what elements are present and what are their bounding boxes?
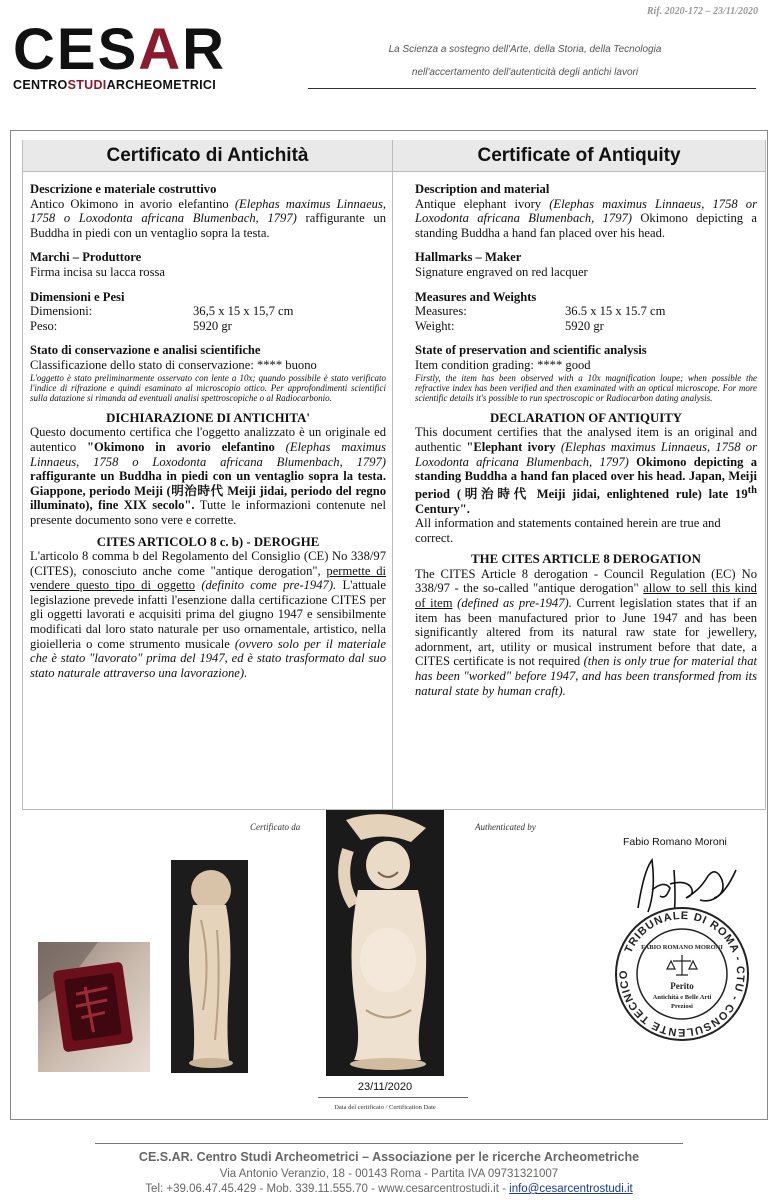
text-run: This document certifies that the analysed item is an original and authentic [415,425,757,454]
weight-value: 5920 gr [193,318,232,333]
title-italian: Certificato di Antichità [23,140,392,172]
certified-by-caption: Certificato da [250,822,301,832]
logo-sub-part: ARCHEOMETRICI [106,78,217,92]
declaration-heading: DECLARATION OF ANTIQUITY [490,410,682,425]
declaration-text [30,425,386,527]
official-stamp [613,905,751,1043]
authenticated-by-caption: Authenticated by [475,822,536,832]
title-english: Certificate of Antiquity [393,140,765,172]
tagline-1: La Scienza a sostegno dell'Arte, della Storia, della Tecnologia [388,44,662,55]
text-run: raffigurante un Buddha in piedi con un ventaglio sopra la testa. [30,211,386,240]
italian-column [30,182,386,680]
weight-row [30,319,386,334]
text-run-italic: (defined as pre-1947). [452,596,572,611]
text-run-underline: permette di vendere questo tipo di oggetto [30,563,386,593]
marks-text: Firma incisa su lacca rossa [30,264,165,279]
text-run-bold: "Okimono in avorio elefantino [86,439,275,454]
text-run: L'attuale legislazione prevede infatti l'esenzione dalla certificazione CITES per gli oggetti lavorati e acquisiti prima del giugno 1947 e sensibilmente modificati dal loro stato naturale per uso ornamentale, artistico, nella gioielleria o come strumento musicale [30,578,386,651]
stamp-field: Antichità e Belle Arti [652,994,712,1001]
red-lacquer-signature-photo [38,942,150,1072]
state-grading: Item condition grading: **** good [415,357,591,372]
section-heading-dimensions: Measures and Weights [415,289,537,304]
text-run-italic: (Elephas maximus Linnaeus, 1758 or Loxodonta africana Blumenbach, 1797) [415,439,757,469]
signer-name: Fabio Romano Moroni [623,836,727,848]
logo-part: CES [13,17,139,82]
logo-sub-part: CENTRO [13,78,68,92]
state-note: L'oggetto è stato preliminarmente osservato con lente a 10x; quando possibile è stato verificato l'indice di rifrazione e quindi esaminato al microscopio ottico. Per approfondimenti scientifici sulla datazione si rimanda ad eventuali analisi spettroscopiche o al Radiocarbonio. [30,372,386,404]
text-run: Century". [415,501,470,516]
dimensions-row [415,304,757,319]
okimono-side-view-photo [171,860,248,1073]
weight-row [415,319,757,334]
text-run: Antico Okimono in avorio elefantino [30,196,235,211]
state-note: Firstly, the item has been observed with a 10x magnification loupe; when possible the refractive index has been verified and then examinated with an optical microscope. For more scientific details it's possible to run spectroscopic or Radiocarbon dating analysis. [415,372,757,404]
text-run: The CITES Article 8 derogation - Council Regulation (EC) No 338/97 - the so-called "antique derogation" [415,566,757,596]
english-column [415,182,757,698]
footer-contacts [0,1183,778,1195]
text-run-bold: raffigurante un Buddha in piedi con un ventaglio sopra la testa. Giappone, periodo Meiji (明治時代 Meiji jidai, periodo del regno illuminato), fine XIX secolo". [30,469,386,513]
section-heading-marks: Hallmarks – Maker [415,250,522,265]
text-run-underline: allow to sell this kind of item [415,581,757,611]
date-caption: Data del certificato / Certification Date [334,1104,436,1111]
stamp-field-2: Preziosi [671,1003,693,1010]
cesar-logo [13,17,227,92]
marks-text: Signature engraved on red lacquer [415,264,588,279]
logo-wordmark [13,17,227,82]
tagline-2: nell'accertamento dell'autenticità degli antichi lavori [411,67,639,78]
text-run-italic: (Elephas maximus Linnaeus, 1758 o Loxodonta africana Blumenbach, 1797) [30,439,386,469]
text-run-italic: (definito come pre-1947). [195,578,337,593]
cites-heading: CITES ARTICOLO 8 c. b) - DEROGHE [96,534,320,549]
declaration-text [415,425,757,516]
footer-divider [95,1143,683,1144]
stamp-role: Perito [670,981,694,991]
section-heading-marks: Marchi – Produttore [30,250,142,265]
section-heading-state: Stato di conservazione e analisi scientifiche [30,343,261,358]
text-run: Antique elephant ivory [415,196,550,211]
description-text [30,197,386,241]
text-run-italic: (then is only true for material that has been "worked" before 1947, and has been transformed from its natural state by human craft). [415,654,757,698]
logo-accent: A [138,17,183,82]
footer-contacts-text: Tel: +39.06.47.45.429 - Mob. 339.11.555.70 - www.cesarcentrostudi.it - [145,1183,510,1195]
weight-label: Peso: [30,318,58,333]
stamp-name: FABIO ROMANO MORONI [641,944,723,951]
certification-date: 23/11/2020 [357,1081,413,1093]
dimensions-value: 36.5 x 15 x 15.7 cm [565,304,666,319]
text-run: Tutte le informazioni contenute nel presente documento sono vere e corrette. [30,498,387,527]
section-heading-description: Descrizione e materiale costruttivo [30,182,217,196]
logo-part: R [182,17,227,82]
dimensions-row [30,304,386,319]
section-heading-dimensions: Dimensioni e Pesi [30,289,125,304]
date-line [318,1097,468,1098]
dimensions-label: Dimensioni: [30,304,93,319]
cites-text [30,549,386,680]
stamp-ring-text: TRIBUNALE DI ROMA - CTU - CONSULENTE TECNICO [617,909,747,1039]
footer-organization: CE.S.AR. Centro Studi Archeometrici – Associazione per le ricerche Archeometriche [138,1150,640,1164]
state-grading: Classificazione dello stato di conservazione: **** buono [30,357,317,372]
text-run: L'articolo 8 comma b del Regolamento del Consiglio (CE) No 338/97 (CITES), conosciuto anche come "antique derogation", [30,549,386,578]
cites-heading: THE CITES ARTICLE 8 DEROGATION [471,552,701,567]
cites-text [415,567,757,698]
weight-value: 5920 gr [565,318,604,333]
header-divider [308,88,756,89]
text-run-italic: (Elephas maximus Linnaeus, 1758 or Loxodonta africana Blumenbach, 1797) [415,196,757,226]
logo-sub-accent: STUDI [67,78,107,92]
section-heading-description: Description and material [415,182,550,196]
footer-address: Via Antonio Veranzio, 18 - 00143 Roma - Partita IVA 09731321007 [219,1168,559,1180]
column-divider [392,140,393,810]
weight-label: Weight: [415,318,455,333]
text-run-italic: (Elephas maximus Linnaeus, 1758 o Loxodonta africana Blumenbach, 1797) [30,196,386,226]
declaration-heading: DICHIARAZIONE DI ANTICHITA' [106,410,310,425]
dimensions-value: 36,5 x 15 x 15,7 cm [193,304,294,319]
declaration-true: All information and statements contained herein are true and correct. [415,516,721,545]
footer-email-link[interactable]: info@cesarcentrostudi.it [509,1183,633,1195]
logo-subtitle [13,78,226,92]
text-run: Okimono depicting a standing Buddha a hand fan placed over his head. Japan, Meiji period (明治時代 Meiji jidai, enlightened rule) late 19 [415,454,757,501]
dimensions-label: Measures: [415,304,467,319]
reference-number: Rif. 2020-172 – 23/11/2020 [646,6,758,17]
okimono-front-view-photo [326,810,444,1076]
text-run: Current legislation states that if an item has been manufactured prior to June 1947 and has been significantly altered from its natural raw state for jewellery, adornment, art, utility or musical instrument before that date, a CITES certificate is not required [415,596,757,669]
text-run: Okimono depicting a standing Buddha a hand fan placed over his head. [415,211,757,240]
text-run: Questo documento certifica che l'oggetto analizzato è un originale ed autentico [30,425,386,454]
section-heading-state: State of preservation and scientific analysis [415,343,647,358]
superscript: th [747,484,757,496]
description-text [415,197,757,241]
text-run-italic: (ovvero solo per il materiale che è stato "lavorato" prima del 1947, ed è stato trasformato dal suo stato naturale attraverso una lavorazione). [30,636,386,680]
text-run-bold: "Elephant ivory [466,439,556,454]
